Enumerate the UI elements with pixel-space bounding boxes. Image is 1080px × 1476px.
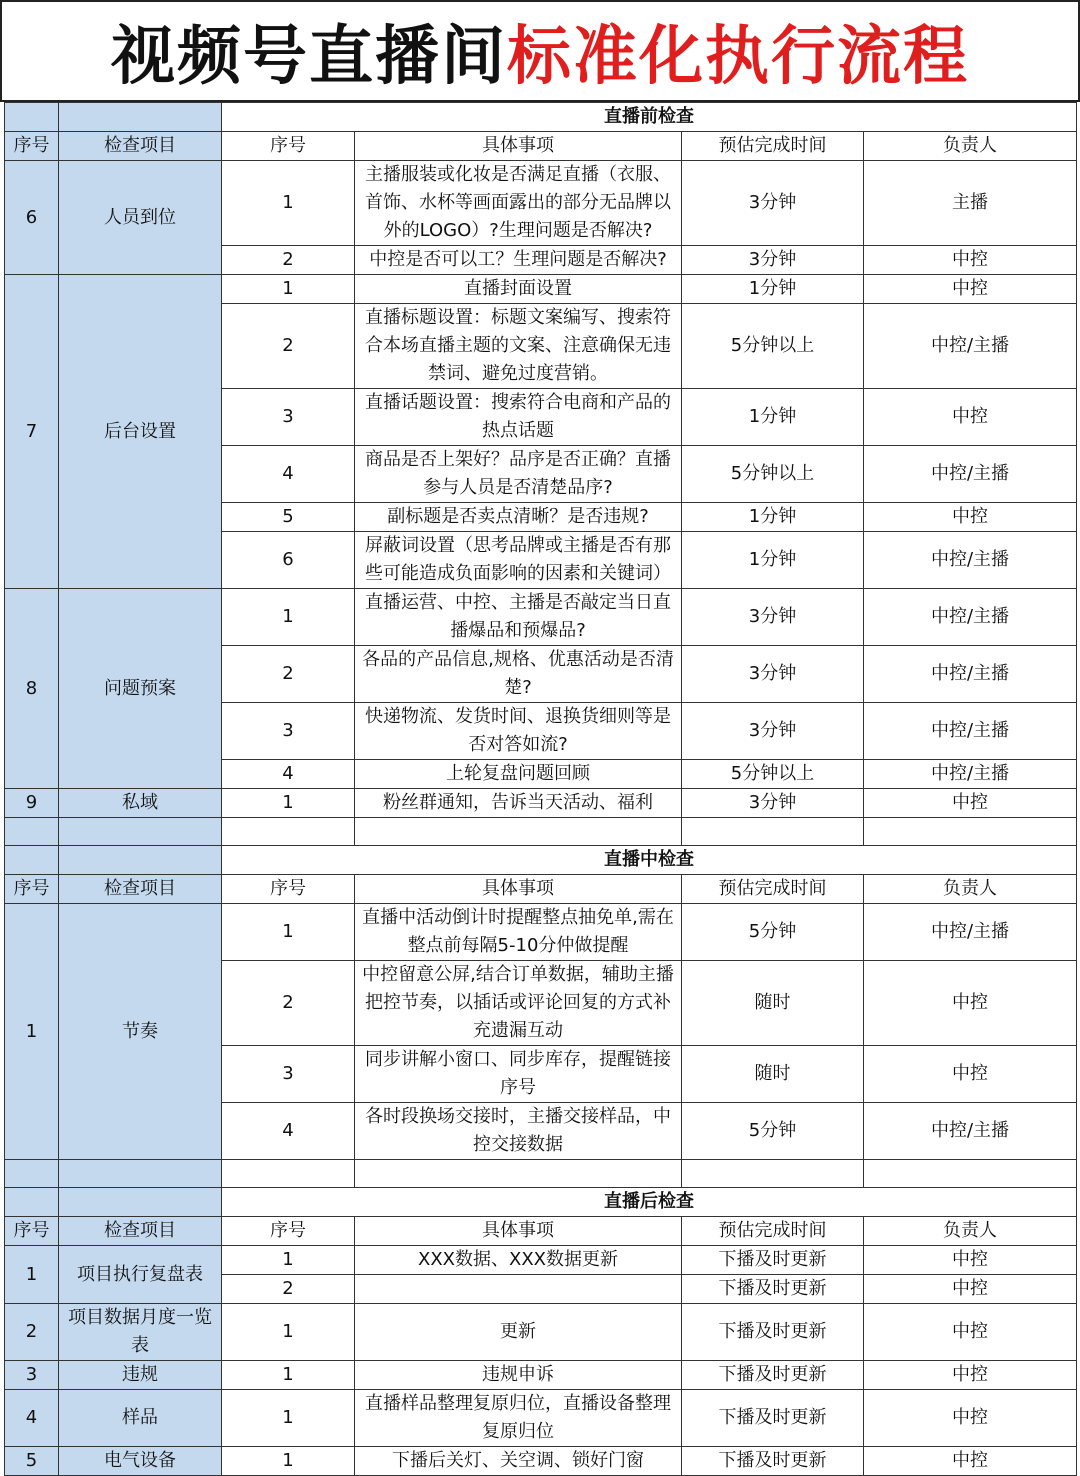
group-seq: 3 — [5, 1361, 59, 1390]
row-detail: 直播样品整理复原归位，直播设备整理复原归位 — [355, 1390, 682, 1447]
header-row — [5, 1217, 1077, 1246]
row-seq: 6 — [222, 532, 355, 589]
title-black-part: 视频号直播间 — [111, 20, 507, 94]
col-header-item: 检查项目 — [59, 1217, 222, 1246]
row-seq: 1 — [222, 1447, 355, 1476]
table-row — [5, 589, 1077, 646]
row-time: 1分钟 — [682, 389, 864, 446]
row-seq: 2 — [222, 246, 355, 275]
group-seq: 1 — [5, 904, 59, 1160]
col-header-item: 检查项目 — [59, 875, 222, 904]
row-detail: 直播标题设置：标题文案编写、搜索符合本场直播主题的文案、注意确保无违禁词、避免过度营销。 — [355, 304, 682, 389]
row-detail: 直播中活动倒计时提醒整点抽免单,需在整点前每隔5-10分仲做提醒 — [355, 904, 682, 961]
group-name: 人员到位 — [59, 161, 222, 275]
header-row — [5, 875, 1077, 904]
table-row — [5, 275, 1077, 304]
row-detail: 直播话题设置：搜索符合电商和产品的热点话题 — [355, 389, 682, 446]
row-detail: 同步讲解小窗口、同步库存，提醒链接序号 — [355, 1046, 682, 1103]
row-detail: 中控是否可以工？生理问题是否解决? — [355, 246, 682, 275]
row-time: 下播及时更新 — [682, 1275, 864, 1304]
row-owner: 中控 — [864, 246, 1077, 275]
table-row — [5, 161, 1077, 246]
row-seq: 3 — [222, 1046, 355, 1103]
group-name: 项目执行复盘表 — [59, 1246, 222, 1304]
row-seq: 1 — [222, 1361, 355, 1390]
row-seq: 1 — [222, 904, 355, 961]
group-name: 问题预案 — [59, 589, 222, 789]
row-owner: 中控/主播 — [864, 904, 1077, 961]
col-header-owner: 负责人 — [864, 132, 1077, 161]
section-title-row — [5, 1188, 1077, 1217]
col-header-seq: 序号 — [5, 875, 59, 904]
section-title-row — [5, 846, 1077, 875]
row-time: 3分钟 — [682, 589, 864, 646]
row-seq: 1 — [222, 789, 355, 818]
section-title: 直播前检查 — [222, 103, 1077, 132]
group-seq: 1 — [5, 1246, 59, 1304]
row-time: 随时 — [682, 961, 864, 1046]
row-detail: 上轮复盘问题回顾 — [355, 760, 682, 789]
title-banner — [0, 0, 1080, 102]
group-seq: 9 — [5, 789, 59, 818]
group-seq: 8 — [5, 589, 59, 789]
page-title — [111, 5, 969, 97]
row-time: 下播及时更新 — [682, 1447, 864, 1476]
row-owner: 中控 — [864, 1046, 1077, 1103]
row-detail: 各时段换场交接时，主播交接样品，中控交接数据 — [355, 1103, 682, 1160]
col-header-detail: 具体事项 — [355, 132, 682, 161]
row-time: 1分钟 — [682, 503, 864, 532]
table-row — [5, 904, 1077, 961]
row-detail: 下播后关灯、关空调、锁好门窗 — [355, 1447, 682, 1476]
section-title: 直播中检查 — [222, 846, 1077, 875]
row-seq: 1 — [222, 1390, 355, 1447]
row-time: 下播及时更新 — [682, 1246, 864, 1275]
row-detail: 违规申诉 — [355, 1361, 682, 1390]
row-detail: 直播运营、中控、主播是否敲定当日直播爆品和预爆品? — [355, 589, 682, 646]
row-time: 下播及时更新 — [682, 1390, 864, 1447]
group-seq: 7 — [5, 275, 59, 589]
row-detail: XXX数据、XXX数据更新 — [355, 1246, 682, 1275]
row-detail: 各品的产品信息,规格、优惠活动是否清楚? — [355, 646, 682, 703]
row-detail: 屏蔽词设置（思考品牌或主播是否有那些可能造成负面影响的因素和关键词） — [355, 532, 682, 589]
group-seq: 6 — [5, 161, 59, 275]
row-owner: 中控/主播 — [864, 1103, 1077, 1160]
row-owner: 中控/主播 — [864, 532, 1077, 589]
row-owner: 中控/主播 — [864, 760, 1077, 789]
row-time: 1分钟 — [682, 275, 864, 304]
row-detail: 快递物流、发货时间、退换货细则等是否对答如流? — [355, 703, 682, 760]
row-owner: 中控/主播 — [864, 446, 1077, 503]
row-time: 1分钟 — [682, 532, 864, 589]
table-row — [5, 1246, 1077, 1275]
spacer-row — [5, 818, 1077, 846]
col-header-owner: 负责人 — [864, 1217, 1077, 1246]
col-header-time: 预估完成时间 — [682, 1217, 864, 1246]
section-title-row — [5, 103, 1077, 132]
col-header-detail: 具体事项 — [355, 875, 682, 904]
row-time: 5分钟 — [682, 1103, 864, 1160]
row-owner: 中控 — [864, 789, 1077, 818]
row-owner: 中控 — [864, 961, 1077, 1046]
row-owner: 中控/主播 — [864, 304, 1077, 389]
row-time: 3分钟 — [682, 789, 864, 818]
row-owner: 中控 — [864, 1304, 1077, 1361]
row-time: 下播及时更新 — [682, 1304, 864, 1361]
row-detail: 粉丝群通知，告诉当天活动、福利 — [355, 789, 682, 818]
group-name: 后台设置 — [59, 275, 222, 589]
header-row — [5, 132, 1077, 161]
row-seq: 4 — [222, 446, 355, 503]
col-header-item: 检查项目 — [59, 132, 222, 161]
row-seq: 5 — [222, 503, 355, 532]
group-seq: 5 — [5, 1447, 59, 1476]
group-name: 项目数据月度一览表 — [59, 1304, 222, 1361]
row-seq: 1 — [222, 1304, 355, 1361]
row-owner: 中控 — [864, 1447, 1077, 1476]
row-time: 随时 — [682, 1046, 864, 1103]
col-header-sub-seq: 序号 — [222, 132, 355, 161]
row-owner: 中控 — [864, 1361, 1077, 1390]
row-owner: 主播 — [864, 161, 1077, 246]
col-header-sub-seq: 序号 — [222, 1217, 355, 1246]
table-row — [5, 1447, 1077, 1476]
row-owner: 中控 — [864, 503, 1077, 532]
row-time: 5分钟以上 — [682, 304, 864, 389]
col-header-detail: 具体事项 — [355, 1217, 682, 1246]
group-name: 违规 — [59, 1361, 222, 1390]
col-header-sub-seq: 序号 — [222, 875, 355, 904]
row-time: 3分钟 — [682, 703, 864, 760]
row-seq: 2 — [222, 961, 355, 1046]
row-time: 下播及时更新 — [682, 1361, 864, 1390]
row-time: 3分钟 — [682, 646, 864, 703]
row-detail: 直播封面设置 — [355, 275, 682, 304]
row-seq: 1 — [222, 161, 355, 246]
table-row — [5, 1390, 1077, 1447]
title-red-part: 标准化执行流程 — [507, 20, 969, 94]
row-owner: 中控 — [864, 1390, 1077, 1447]
row-owner: 中控/主播 — [864, 703, 1077, 760]
row-owner: 中控/主播 — [864, 589, 1077, 646]
process-table — [4, 102, 1077, 1476]
row-time: 3分钟 — [682, 246, 864, 275]
row-seq: 1 — [222, 1246, 355, 1275]
row-detail: 中控留意公屏,结合订单数据，辅助主播把控节奏，以插话或评论回复的方式补充遗漏互动 — [355, 961, 682, 1046]
row-seq: 2 — [222, 304, 355, 389]
group-seq: 2 — [5, 1304, 59, 1361]
row-seq: 2 — [222, 1275, 355, 1304]
row-detail: 更新 — [355, 1304, 682, 1361]
col-header-time: 预估完成时间 — [682, 132, 864, 161]
row-time: 5分钟以上 — [682, 760, 864, 789]
group-seq: 4 — [5, 1390, 59, 1447]
col-header-seq: 序号 — [5, 132, 59, 161]
row-owner: 中控 — [864, 1275, 1077, 1304]
row-owner: 中控 — [864, 1246, 1077, 1275]
row-time: 5分钟 — [682, 904, 864, 961]
section-title: 直播后检查 — [222, 1188, 1077, 1217]
table-row — [5, 789, 1077, 818]
table-row — [5, 1304, 1077, 1361]
row-detail: 副标题是否卖点清晰？是否违规? — [355, 503, 682, 532]
row-seq: 4 — [222, 760, 355, 789]
row-detail — [355, 1275, 682, 1304]
row-seq: 1 — [222, 589, 355, 646]
row-seq: 3 — [222, 389, 355, 446]
group-name: 电气设备 — [59, 1447, 222, 1476]
row-seq: 3 — [222, 703, 355, 760]
group-name: 私域 — [59, 789, 222, 818]
group-name: 节奏 — [59, 904, 222, 1160]
row-detail: 主播服装或化妆是否满足直播（衣服、首饰、水杯等画面露出的部分无品牌以外的LOGO）?生理问题是否解决? — [355, 161, 682, 246]
row-time: 3分钟 — [682, 161, 864, 246]
row-seq: 4 — [222, 1103, 355, 1160]
table-row — [5, 1361, 1077, 1390]
row-time: 5分钟以上 — [682, 446, 864, 503]
row-owner: 中控/主播 — [864, 646, 1077, 703]
row-owner: 中控 — [864, 275, 1077, 304]
row-detail: 商品是否上架好？品序是否正确？直播参与人员是否清楚品序? — [355, 446, 682, 503]
group-name: 样品 — [59, 1390, 222, 1447]
row-owner: 中控 — [864, 389, 1077, 446]
row-seq: 2 — [222, 646, 355, 703]
col-header-time: 预估完成时间 — [682, 875, 864, 904]
row-seq: 1 — [222, 275, 355, 304]
spacer-row — [5, 1160, 1077, 1188]
col-header-seq: 序号 — [5, 1217, 59, 1246]
col-header-owner: 负责人 — [864, 875, 1077, 904]
